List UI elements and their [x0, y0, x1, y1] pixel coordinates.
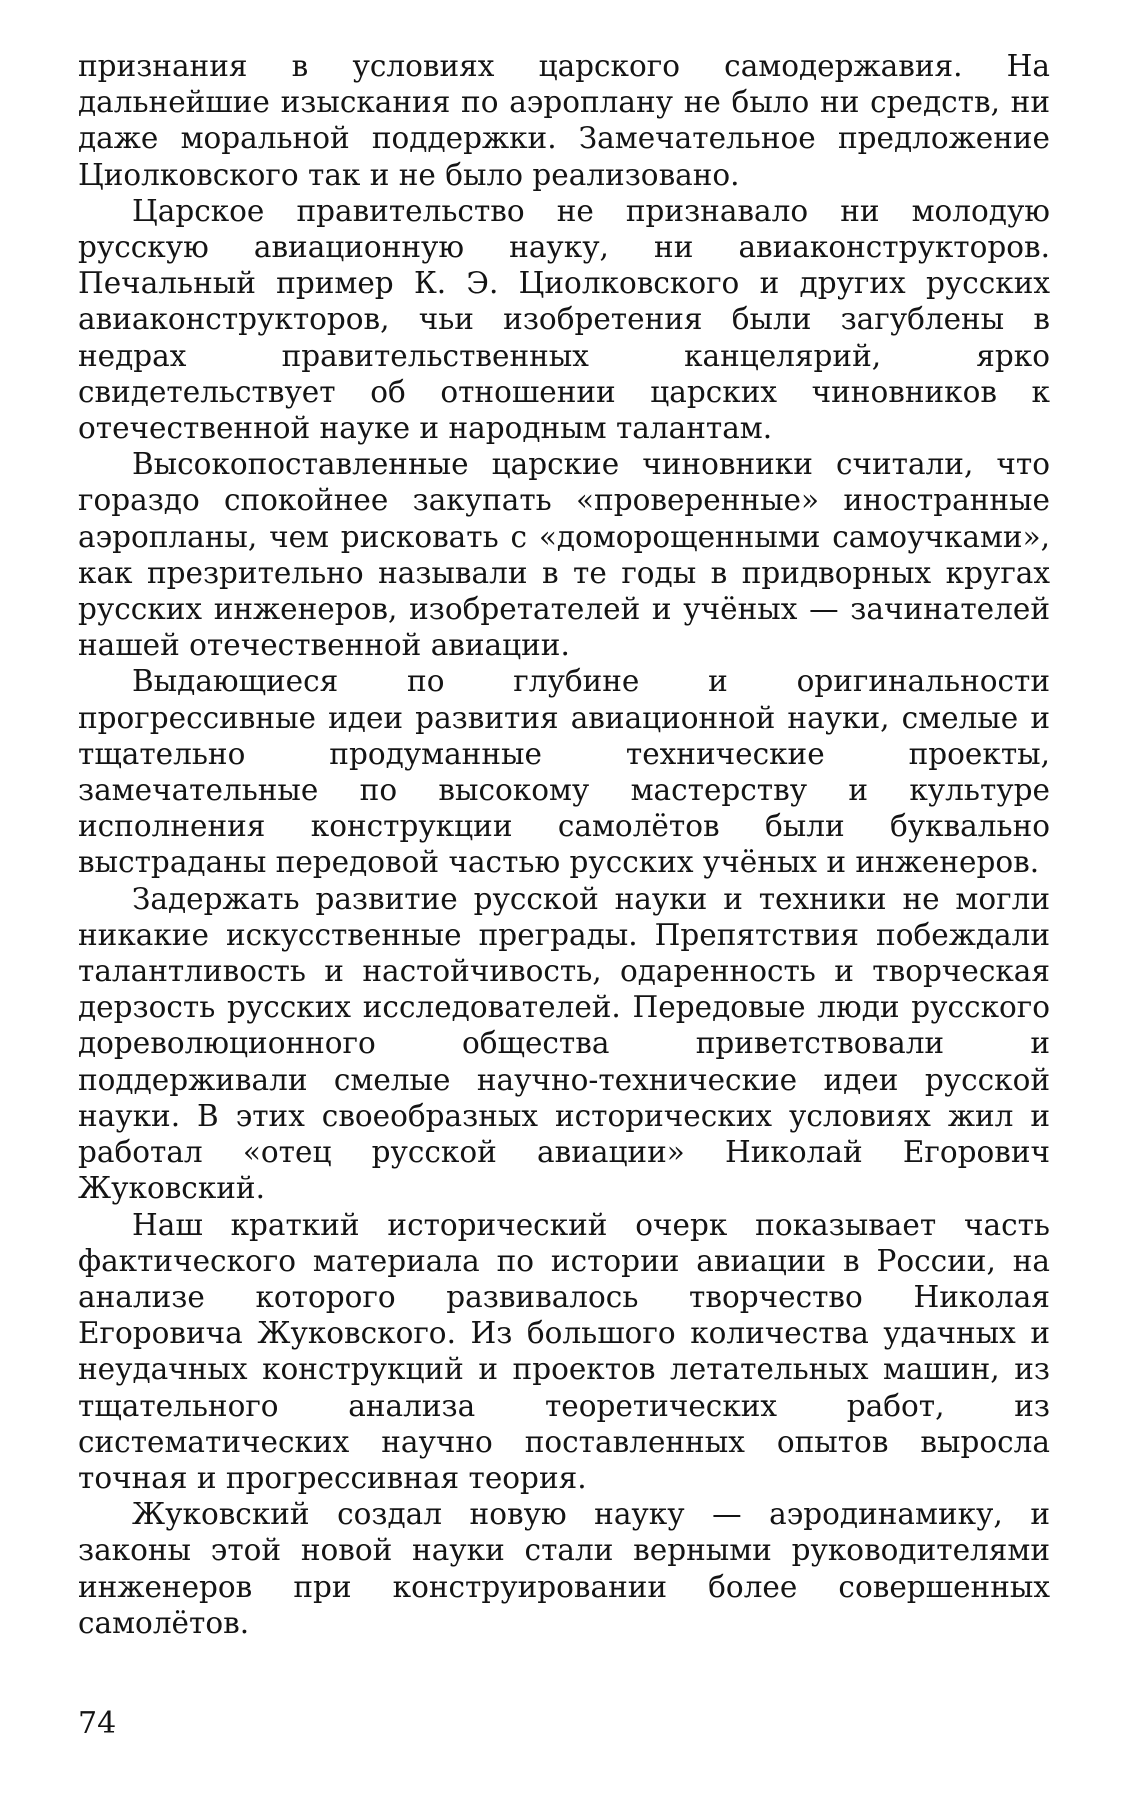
page-text — [78, 48, 1050, 1641]
paragraph: Высокопоставленные царские чиновники считали, что гораздо спокойнее закупать «проверенные» иностранные аэропланы, чем рисковать с «доморощенными самоучками», как презрительно называли в те годы в придворных кругах русских инженеров, изобретателей и учёных — зачинателей нашей отечественной авиации. — [78, 447, 1050, 663]
paragraph: Задержать развитие русской науки и техники не могли никакие искусственные преграды. Препятствия побеждали талантливость и настойчивость, одаренность и творческая дерзость русских исследователей. Передовые люди русского дореволюционного общества приветствовали и поддерживали смелые научно-технические идеи русской науки. В этих своеобразных исторических условиях жил и работал «отец русской авиации» Николай Егорович Жуковский. — [78, 881, 1050, 1206]
paragraph: Наш краткий исторический очерк показывает часть фактического материала по истории авиации в России, на анализе которого развивалось творчество Николая Егоровича Жуковского. Из большого количества удачных и неудачных конструкций и проектов летательных машин, из тщательного анализа теоретических работ, из систематических научно поставленных опытов выросла точная и прогрессивная теория. — [78, 1207, 1050, 1495]
paragraph: Выдающиеся по глубине и оригинальности прогрессивные идеи развития авиационной науки, смелые и тщательно продуманные технические проекты, замечательные по высокому мастерству и культуре исполнения конструкции самолётов были буквально выстраданы передовой частью русских учёных и инженеров. — [78, 664, 1050, 880]
paragraph-continuation: признания в условиях царского самодержавия. На дальнейшие изыскания по аэроплану не было ни средств, ни даже моральной поддержки. Замечательное предложение Циолковского так и не было реализовано. — [78, 49, 1050, 192]
page-number: 74 — [78, 1706, 117, 1741]
paragraph: Жуковский создал новую науку — аэродинамику, и законы этой новой науки стали верными руководителями инженеров при конструировании более совершенных самолётов. — [78, 1497, 1050, 1640]
paragraph: Царское правительство не признавало ни молодую русскую авиационную науку, ни авиаконструкторов. Печальный пример К. Э. Циолковского и других русских авиаконструкторов, чьи изобретения были загублены в недрах правительственных канцелярий, ярко свидетельствует об отношении царских чиновников к отечественной науке и народным талантам. — [78, 193, 1050, 446]
